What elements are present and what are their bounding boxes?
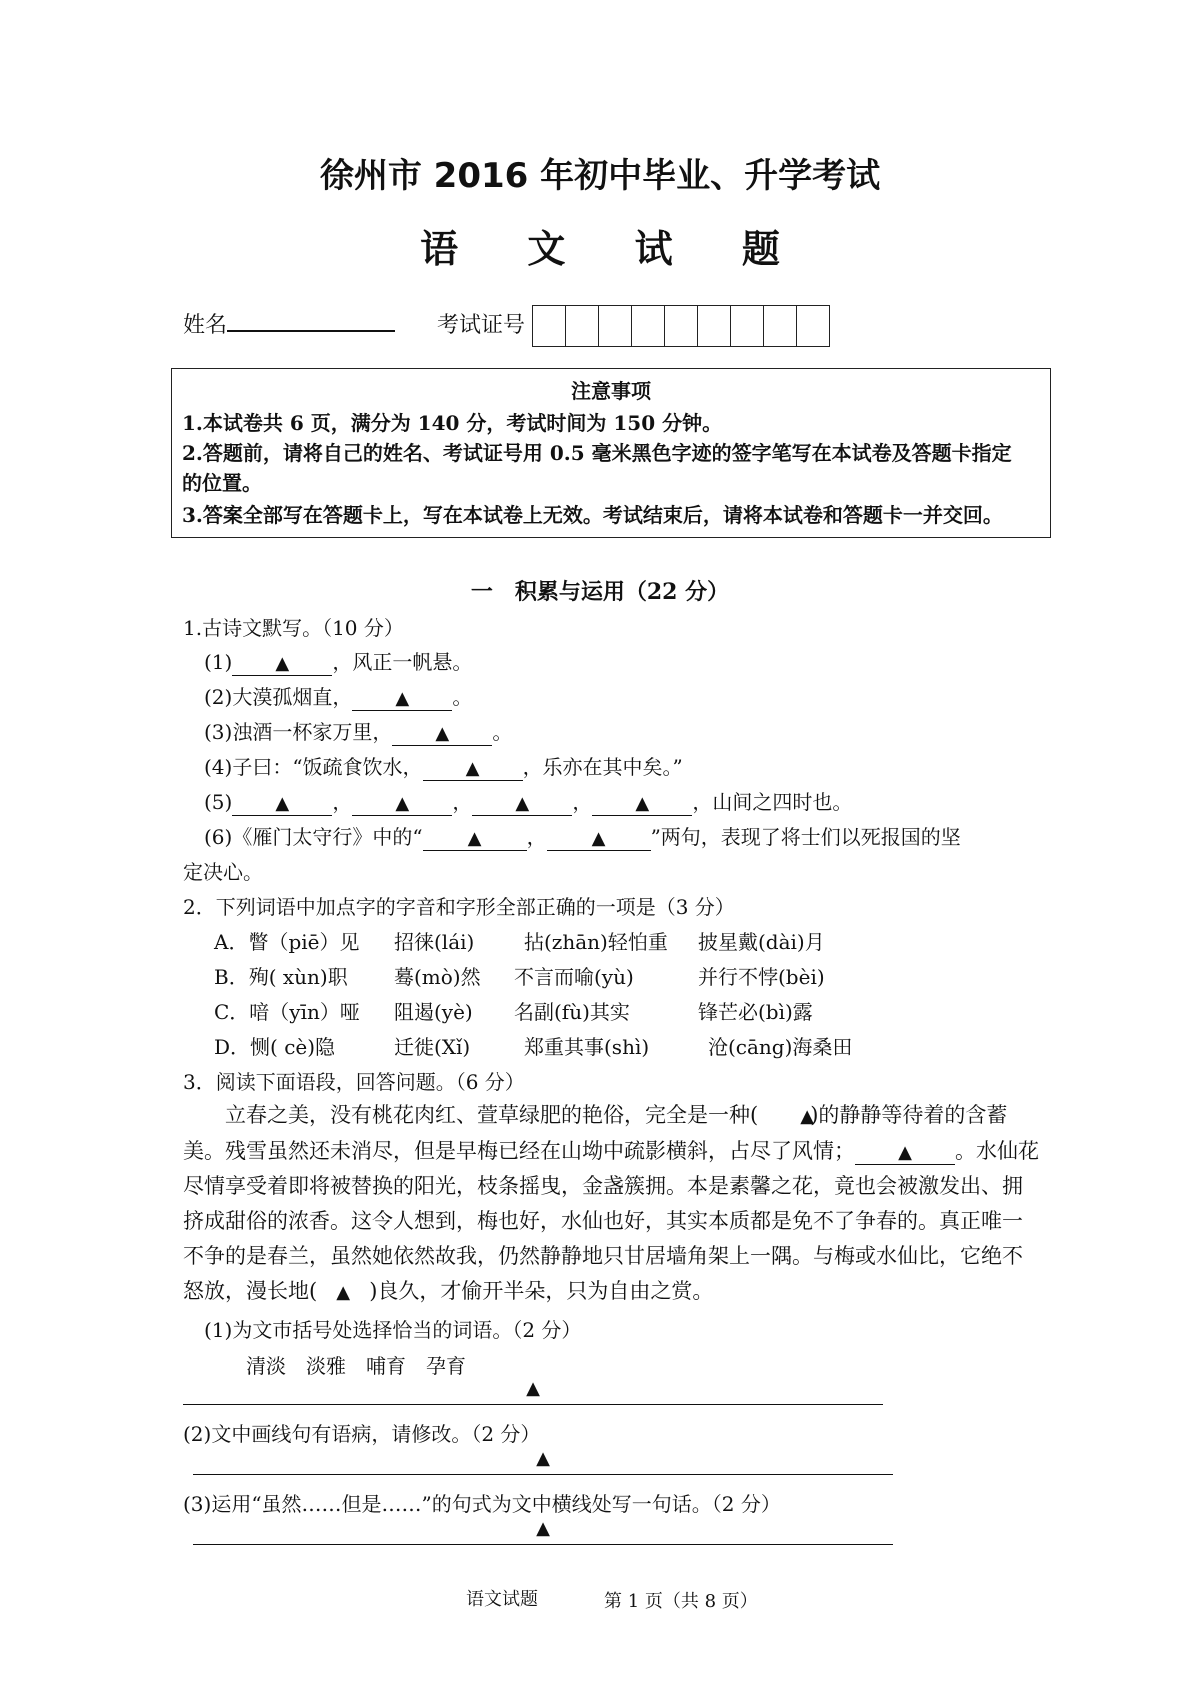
- answer-blank[interactable]: ▲: [232, 791, 332, 816]
- answer-blank[interactable]: ▲: [423, 826, 527, 851]
- q3-sub1: (1)为文巿括号处选择恰当的词语。（2 分）: [204, 1318, 582, 1342]
- paren-blank[interactable]: ▲: [336, 1282, 351, 1303]
- subtitle-char: 题: [741, 227, 780, 271]
- q3-sub3: (3)运用“虽然……但是……”的句式为文中横线处写一句话。（2 分）: [183, 1492, 781, 1516]
- name-label: 姓名: [183, 313, 228, 338]
- section-title: 一 积累与运用（22 分）: [470, 579, 730, 605]
- q3-passage: 立春之美，没有桃花肉红、萱草绿肥的艳俗，完全是一种( ▲)的静静等待着的含蓄美。残雪虽然还未消尽，但是早梅已经在山坳中疏影横斜，占尽了风情； ▲ 。水仙花尽情享受着即将被替换的阳光，枝条摇曳，金盏簇拥。本是素馨之花，竟也会被激发出、拥挤成甜俗的浓香。这令人想到，梅也好，水仙也好，其实本质都是免不了争春的。真正唯一不争的是春兰，虽然她依然故我，仍然静静地只甘居墙角架上一隅。与梅或水仙比，它绝不怒放，漫长地( ▲ )良久，才偷开半朵，只为自由之赏。: [183, 1098, 1043, 1310]
- answer-line[interactable]: ▲: [183, 1374, 883, 1405]
- exam-id-box[interactable]: [599, 306, 632, 346]
- q1-item-3: (3)浊酒一杯家万里， ▲ 。: [204, 720, 513, 744]
- notice-item: 1.本试卷共 6 页，满分为 140 分，考试时间为 150 分钟。: [182, 411, 723, 435]
- exam-id-box[interactable]: [665, 306, 698, 346]
- answer-blank[interactable]: ▲: [232, 651, 332, 676]
- q1-item-5: (5) ▲ ， ▲ ， ▲ ， ▲ ，山间之四时也。: [204, 790, 853, 814]
- option-text: 拈(zhān)轻怕重: [524, 930, 668, 954]
- answer-blank[interactable]: ▲: [472, 791, 572, 816]
- option-text: 锋芒必(bì)露: [698, 1000, 813, 1024]
- exam-title: 徐州市 2016 年初中毕业、升学考试: [319, 156, 881, 196]
- notice-heading: 注意事项: [571, 379, 651, 403]
- exam-id-box[interactable]: [731, 306, 764, 346]
- q1-item-1: (1) ▲ ，风正一帆悬。: [204, 650, 473, 674]
- option-text: 披星戴(dài)月: [698, 930, 825, 954]
- answer-blank[interactable]: ▲: [423, 756, 523, 781]
- answer-blank[interactable]: ▲: [547, 826, 651, 851]
- answer-line[interactable]: ▲: [193, 1514, 893, 1545]
- student-info-row: [183, 305, 830, 347]
- option-text: 沧(cāng)海桑田: [708, 1035, 853, 1059]
- answer-blank[interactable]: ▲: [392, 721, 492, 746]
- q1-item-6-cont: 定决心。: [183, 860, 263, 884]
- option-text: 招徕(lái): [394, 930, 475, 954]
- option-text: 郑重其事(shì): [524, 1035, 650, 1059]
- option-text: C．喑（yīn）哑: [214, 1000, 360, 1024]
- footer-page-number: 第 1 页（共 8 页）: [604, 1591, 758, 1612]
- option-text: 并行不悖(bèi): [698, 965, 825, 989]
- notice-item: 的位置。: [182, 471, 262, 495]
- footer-subject: 语文试题: [466, 1589, 538, 1610]
- exam-id-box[interactable]: [698, 306, 731, 346]
- exam-id-boxes[interactable]: [532, 305, 830, 347]
- name-field[interactable]: [227, 306, 395, 332]
- exam-id-box[interactable]: [797, 306, 829, 346]
- exam-id-box[interactable]: [764, 306, 797, 346]
- answer-blank[interactable]: ▲: [352, 791, 452, 816]
- option-text: 蓦(mò)然: [394, 965, 481, 989]
- notice-box: [171, 368, 1051, 538]
- exam-id-box[interactable]: [632, 306, 665, 346]
- q3-choices: 清淡 淡雅 哺育 孕育: [246, 1354, 466, 1378]
- subtitle-char: 试: [634, 227, 673, 271]
- answer-line[interactable]: ▲: [193, 1444, 893, 1475]
- q1-item-6: (6)《雁门太守行》中的“ ▲ ， ▲ ”两句，表现了将士们以死报国的坚: [204, 825, 961, 849]
- q2-stem: 2．下列词语中加点字的字音和字形全部正确的一项是（3 分）: [183, 895, 735, 919]
- option-text: 迁徙(Xǐ): [394, 1035, 471, 1059]
- notice-item: 2.答题前，请将自己的姓名、考试证号用 0.5 毫米黑色字迹的签字笔写在本试卷及答题卡指定: [182, 441, 1012, 465]
- q1-stem: 1.古诗文默写。（10 分）: [183, 616, 404, 640]
- option-text: 名副(fù)其实: [514, 1000, 630, 1024]
- q3-stem: 3．阅读下面语段，回答问题。（6 分）: [183, 1070, 525, 1094]
- option-text: 阻遏(yè): [394, 1000, 473, 1024]
- subtitle-char: 语: [420, 227, 459, 271]
- paren-blank[interactable]: ▲: [800, 1106, 815, 1127]
- option-text: 不言而喻(yù): [514, 965, 634, 989]
- exam-id-label: 考试证号: [437, 313, 526, 338]
- q1-item-4: (4)子曰：“饭疏食饮水， ▲ ，乐亦在其中矣。”: [204, 755, 683, 779]
- answer-blank[interactable]: ▲: [592, 791, 692, 816]
- exam-id-box[interactable]: [533, 306, 566, 346]
- exam-subtitle: [0, 218, 1200, 273]
- option-text: B．殉( xùn)职: [214, 965, 348, 989]
- answer-blank[interactable]: ▲: [855, 1140, 955, 1165]
- notice-item: 3.答案全部写在答题卡上，写在本试卷上无效。考试结束后，请将本试卷和答题卡一并交回。: [182, 503, 1003, 527]
- option-text: D．恻( cè)隐: [214, 1035, 336, 1059]
- option-text: A．瞥（piē）见: [214, 930, 360, 954]
- q3-sub2: (2)文中画线句有语病，请修改。（2 分）: [183, 1422, 541, 1446]
- subtitle-char: 文: [527, 227, 566, 271]
- exam-id-box[interactable]: [566, 306, 599, 346]
- q1-item-2: (2)大漠孤烟直， ▲ 。: [204, 685, 473, 709]
- answer-blank[interactable]: ▲: [352, 686, 452, 711]
